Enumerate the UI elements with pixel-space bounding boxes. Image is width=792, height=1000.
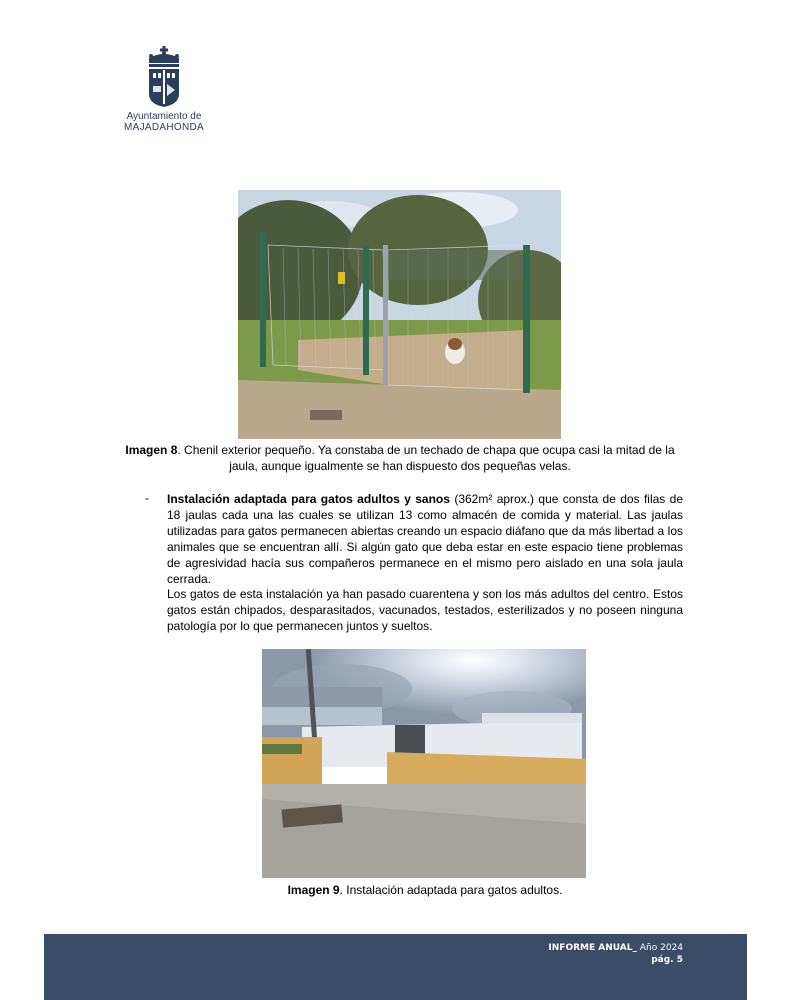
figure-caption-8 [120,442,680,474]
list-bullet: - [145,491,149,505]
figure-label-9: Imagen 9 [287,883,340,897]
page-footer [44,934,747,1000]
report-name: INFORME ANUAL_ [548,943,637,953]
coat-of-arms-icon [146,46,182,108]
figure-text-9: . Instalación adaptada para gatos adultos. [339,883,563,897]
kennel-photo [238,190,561,439]
logo-text-line1: Ayuntamiento de [126,111,202,122]
section-paragraph-2: Los gatos de esta instalación ya han pasado cuarentena y son los más adultos del centro. Estos gatos están chipados, desparasitados, vacunados, testados, esterilizados y no poseen ninguna patología por lo que permanecen juntos y sueltos. [167,587,683,633]
logo-text-line2: MAJADAHONDA [124,122,204,133]
report-title [548,943,683,953]
section-paragraph-1-text: (362m² aprox.) que consta de dos filas de 18 jaulas cada una las cuales se utilizan 13 como almacén de comida y material. Las jaulas utilizadas para gatos permanecen abiertas creando un espacio diáfano que da más libertad a los animales que se encuentran allí. Si algún gato que deba estar en este espacio tiene problemas de agresividad hacía sus compañeros permanece en el mismo pero aislado en una sola jaula cerrada. [167,492,684,586]
page-number: pág. 5 [651,955,683,965]
figure-text-8: . Chenil exterior pequeño. Ya constaba de un techado de chapa que ocupa casi la mitad de la jaula, aunque igualmente se han dispuesto dos pequeñas velas. [177,443,675,473]
cat-installation-photo [262,649,586,878]
section-paragraph-1 [167,491,683,587]
figure-label-8: Imagen 8 [125,443,178,457]
report-year: Año 2024 [637,943,683,953]
municipality-logo [122,46,206,133]
section-heading: Instalación adaptada para gatos adultos y sanos [167,492,450,506]
figure-caption-9 [230,882,620,898]
